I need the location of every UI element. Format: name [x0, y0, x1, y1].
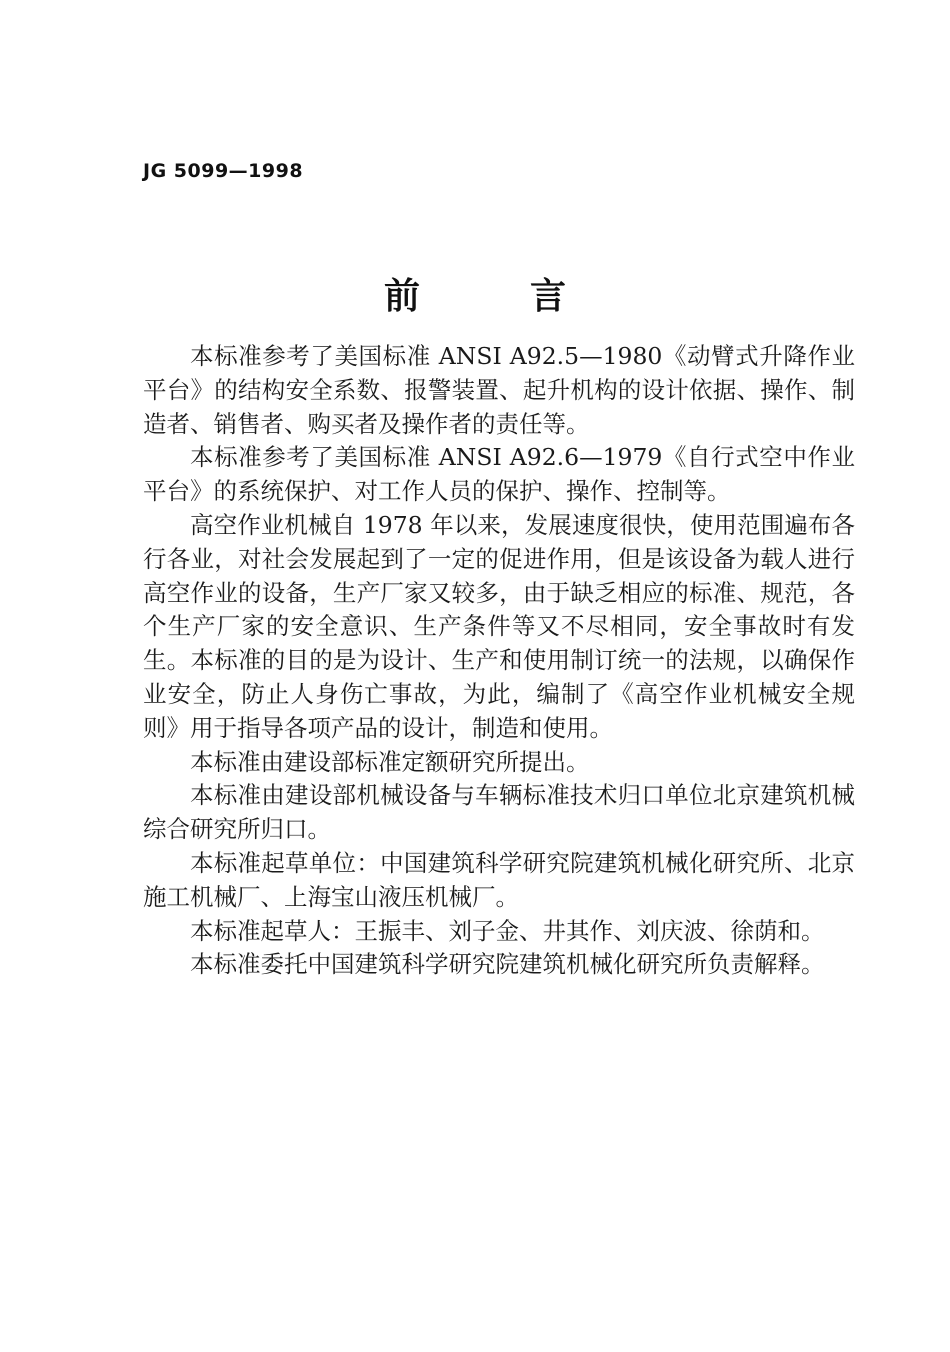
paragraph-reference-a92-6: 本标准参考了美国标准 ANSI A92.6—1979《自行式空中作业平台》的系统保护、对工作人员的保护、操作、控制等。 [143, 443, 855, 506]
page-title: 前言 [383, 276, 676, 317]
preface-body [143, 340, 855, 982]
paragraph-interpretation: 本标准委托中国建筑科学研究院建筑机械化研究所负责解释。 [190, 950, 825, 979]
paragraph-reference-a92-5: 本标准参考了美国标准 ANSI A92.5—1980《动臂式升降作业平台》的结构安全系数、报警装置、起升机构的设计依据、操作、制造者、销售者、购买者及操作者的责任等。 [143, 342, 855, 438]
paragraph-background: 高空作业机械自 1978 年以来，发展速度很快，使用范围遍布各行各业，对社会发展起到了一定的促进作用，但是该设备为载人进行高空作业的设备，生产厂家又较多，由于缺乏相应的标准、规范，各个生产厂家的安全意识、生产条件等又不尽相同，安全事故时有发生。本标准的目的是为设计、生产和使用制订统一的法规，以确保作业安全，防止人身伤亡事故，为此，编制了《高空作业机械安全规则》用于指导各项产品的设计，制造和使用。 [143, 510, 855, 742]
paragraph-drafting-units: 本标准起草单位：中国建筑科学研究院建筑机械化研究所、北京施工机械厂、上海宝山液压机械厂。 [143, 848, 855, 911]
paragraph-responsible-unit: 本标准由建设部机械设备与车辆标准技术归口单位北京建筑机械综合研究所归口。 [143, 781, 855, 844]
paragraph-proposer: 本标准由建设部标准定额研究所提出。 [190, 747, 590, 776]
paragraph-drafters: 本标准起草人：王振丰、刘子金、井其作、刘庆波、徐荫和。 [190, 916, 825, 945]
standard-code: JG 5099—1998 [143, 160, 304, 182]
